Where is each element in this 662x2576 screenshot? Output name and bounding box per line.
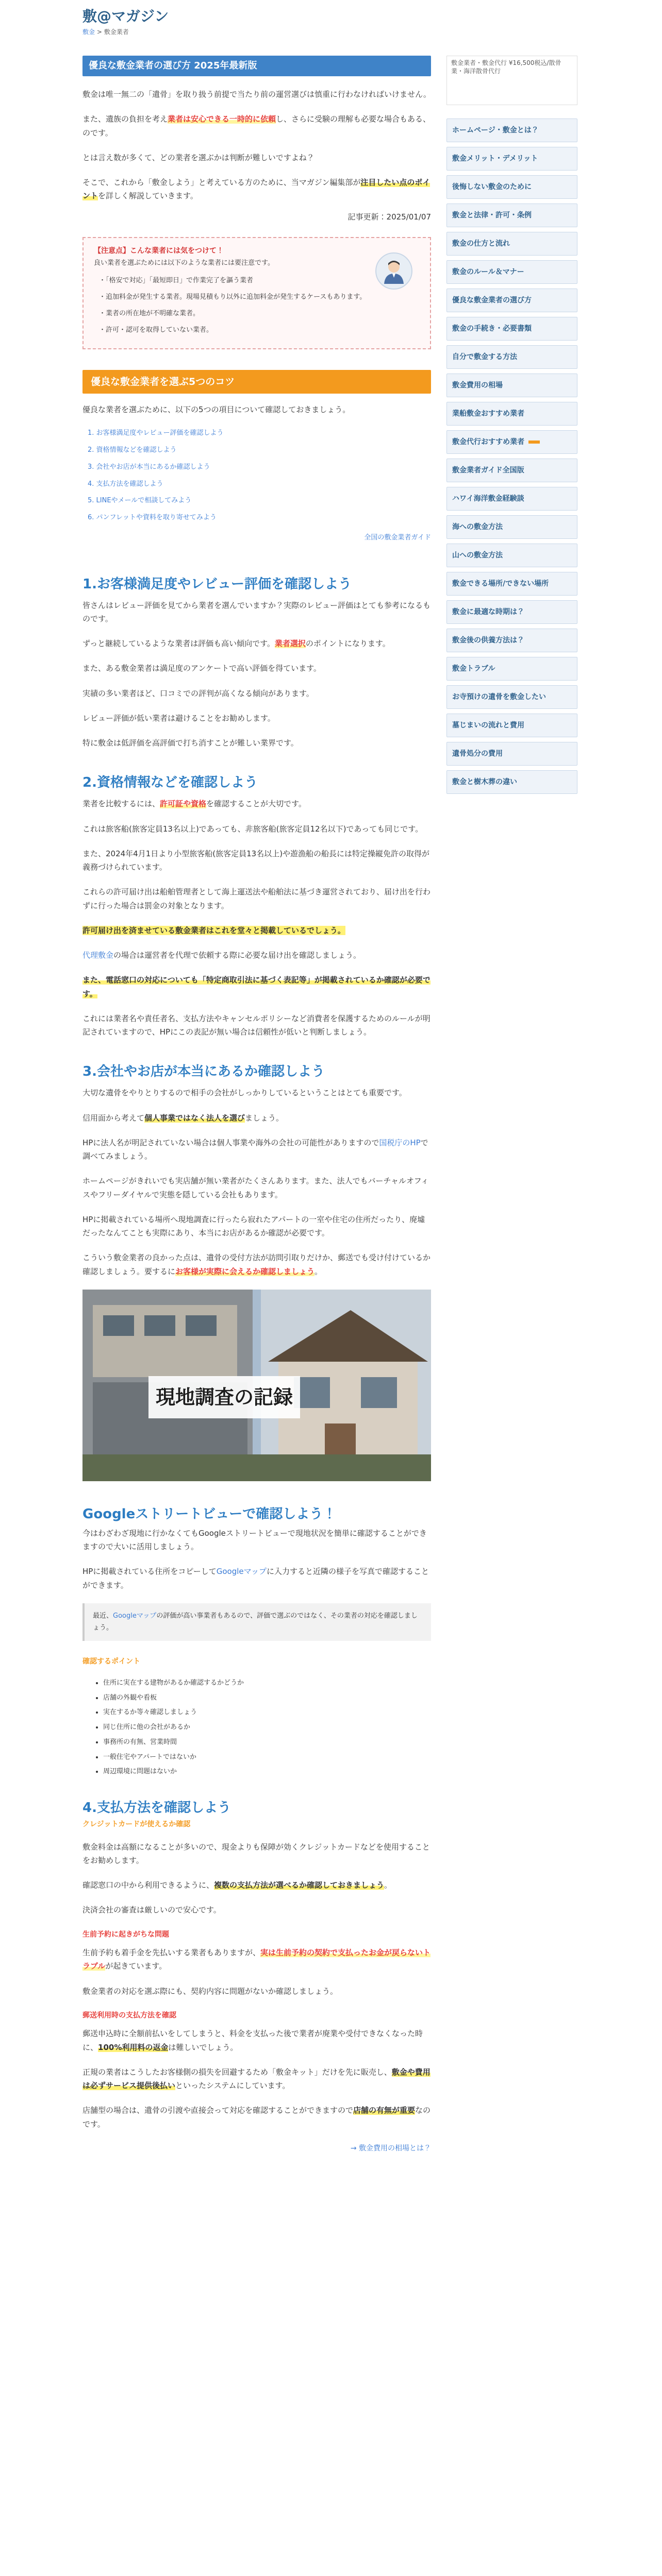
s1-paragraph: レビュー評価が低い業者は避けることをお勧めします。: [82, 713, 275, 723]
toc-item[interactable]: 1. お客様満足度やレビュー評価を確認しよう: [88, 429, 224, 437]
points-title: 確認するポイント: [82, 1657, 140, 1666]
streetview-heading: Googleストリートビューで確認しよう！: [82, 1506, 337, 1522]
sidebar-item[interactable]: ホームページ・敷金とは？: [446, 118, 577, 142]
toc-lead: 優良な業者を選ぶために、以下の5つの項目について確認しておきましょう。: [82, 405, 351, 415]
list-item: • 店舗の外観や看板: [103, 1692, 431, 1704]
s1-paragraph: 皆さんはレビュー評価を見てから業者を選んでいますか？実際のレビュー評価はとても参考になるものです。: [82, 600, 431, 623]
s2-inline-link[interactable]: 代理敷金: [82, 951, 114, 960]
sidebar-item[interactable]: 敷金の手続き・必要書類: [446, 317, 577, 341]
s3-paragraph: HPに掲載されている場所へ現地調査に行ったら寂れたアパートの一室や住宅の住所だったり、廃墟だったなんてことも実際にあり、本当にお店があるか確認が必要です。: [82, 1214, 425, 1238]
warning-item: ・業者の所在地が不明確な業者。: [99, 309, 200, 317]
s1-paragraph: 特に敷金は低評価を高評価で打ち消すことが難しい業界です。: [82, 738, 299, 748]
sidebar-item[interactable]: ハワイ海洋敷金経験談: [446, 487, 577, 511]
warning-item: ・許可・認可を取得していない業者。: [99, 326, 213, 334]
intro-paragraph-4: そこで、これから「敷金しよう」と考えている方のために、当マガジン編集部が注目したい点のポイントを詳しく解説していきます。: [82, 178, 431, 201]
advisor-avatar-icon: [375, 252, 412, 290]
sidebar-item[interactable]: 業船敷金おすすめ業者: [446, 402, 577, 426]
quote-box: 最近、Googleマップの評価が高い事業者もあるので、評価で選ぶのではなく、その業者の対応を確認しましょう。: [82, 1603, 431, 1641]
toc-more-link[interactable]: 全国の敷金業者ガイド: [364, 533, 431, 541]
sidebar-item[interactable]: 敷金の仕方と流れ: [446, 232, 577, 256]
photo-caption: 現地調査の記録: [148, 1376, 300, 1419]
sidebar-item[interactable]: 敷金メリット・デメリット: [446, 147, 577, 171]
s2-paragraph: これには業者名や責任者名、支払方法やキャンセルポリシーなど消費者を保護するためのルールが明記されていますので、HPにこの表記が無い場合は信頼性が低いと判断しましょう。: [82, 1013, 431, 1037]
s4-paragraph: 正規の業者はこうしたお客様側の損失を回避するため「敷金キット」だけを先に販売し、敷金や費用は必ずサービス提供後払いといったシステムにしています。: [82, 2067, 431, 2091]
sidebar-banner-image[interactable]: 敷金業者・敷金代行 ¥16,500税込/散骨業・海洋散骨代行: [446, 56, 577, 105]
s2-paragraph: 代理敷金の場合は運営者を代理で依頼する際に必要な届け出を確認しましょう。: [82, 951, 361, 960]
sidebar-item[interactable]: 敷金費用の相場: [446, 374, 577, 397]
sidebar-item[interactable]: 敷金のルール＆マナー: [446, 260, 577, 284]
s1-paragraph: ずっと継続しているような業者は評価も高い傾向です。業者選択のポイントになります。: [82, 639, 390, 649]
page-container: [82, 56, 577, 2576]
site-title[interactable]: 敷@マガジン: [82, 8, 169, 25]
s2-paragraph: これは旅客船(旅客定員13名以上)であっても、非旅客船(旅客定員12名以下)であっても同じです。: [82, 824, 423, 834]
site-header: [0, 0, 662, 37]
intro-paragraph-2: また、遺族の負担を考え業者は安心できる一時的に依頼し、さらに受験の理解も必要な場合もある、のです。: [82, 114, 431, 138]
updated-date: 記事更新：2025/01/07: [347, 212, 431, 222]
s4-red-heading-1: 生前予約に起きがちな問題: [82, 1930, 169, 1939]
warning-box: [82, 237, 431, 349]
main-article: [82, 56, 431, 2155]
sidebar-item[interactable]: 後悔しない敷金のために: [446, 175, 577, 199]
s4-paragraph: 確認窓口の中から利用できるように、複数の支払方法が選べるか確認しておきましょう。: [82, 1880, 392, 1890]
sidebar-item[interactable]: 山への敷金方法: [446, 544, 577, 567]
s4-subtitle: クレジットカードが使えるか確認: [82, 1820, 191, 1829]
s4-paragraph: 店舗型の場合は、遺骨の引渡や直接会って対応を確認することができますので店舗の有無が重要なのです。: [82, 2106, 431, 2129]
breadcrumb-home[interactable]: 敷金: [82, 28, 95, 36]
sidebar-item[interactable]: 敷金後の供養方法は？: [446, 629, 577, 652]
list-item: • 実在するか等々確認しましょう: [103, 1707, 431, 1719]
sidebar-item[interactable]: お寺預けの遺骨を敷金したい: [446, 685, 577, 709]
list-item: • 住所に実在する建物があるか確認するかどうか: [103, 1677, 431, 1689]
sidebar-item[interactable]: 墓じまいの流れと費用: [446, 714, 577, 737]
sidebar-item[interactable]: 敷金に最適な時期は？: [446, 600, 577, 624]
s1-paragraph: 実績の多い業者ほど、口コミでの評判が高くなる傾向があります。: [82, 688, 314, 698]
sidebar-item[interactable]: 優良な敷金業者の選び方: [446, 289, 577, 312]
s4-paragraph: 決済会社の審査は厳しいので安心です。: [82, 1905, 221, 1915]
sidebar-item[interactable]: 敷金と樹木葬の違い: [446, 770, 577, 794]
warning-item: ・「格安で対応」「最短即日」で作業完了を謳う業者: [99, 276, 254, 284]
s3-paragraph: ホームページがきれいでも実店舗が無い業者がたくさんあります。また、法人でもバーチャルオフィスやフリーダイヤルで実態を隠している会社もあります。: [82, 1176, 429, 1199]
s2-paragraph: 業者を比較するには、許可証や資格を確認することが大切です。: [82, 799, 306, 809]
table-of-contents: [88, 428, 431, 524]
sidebar-item[interactable]: 敷金トラブル: [446, 657, 577, 681]
arrow-icon: [528, 440, 540, 444]
s2-paragraph: 許可届け出を済ませている敷金業者はこれを堂々と掲載しているでしょう。: [82, 925, 345, 935]
sidebar-item[interactable]: 敷金できる場所/できない場所: [446, 572, 577, 596]
google-maps-link[interactable]: Googleマップ: [113, 1612, 157, 1620]
sidebar-item[interactable]: 自分で敷金する方法: [446, 345, 577, 369]
s4-paragraph: 郵送申込時に全額前払いをしてしまうと、料金を支払った後で業者が廃業や受付できなくなった時に、100%利用料の返金は難しいでしょう。: [82, 2029, 423, 2052]
s3-paragraph: こういう敷金業者の良かった点は、遺骨の受付方法が訪問引取りだけか、郵送でも受け付けているか確認しましょう。要するにお客様が実際に会えるか確認しましょう。: [82, 1253, 431, 1276]
breadcrumb-current: 敷金業者: [104, 28, 129, 36]
s3-paragraph: HPに法人名が明記されていない場合は個人事業や海外の会社の可能性がありますので国税庁のHPで調べてみましょう。: [82, 1138, 428, 1161]
toc-item[interactable]: 6. パンフレットや資料を取り寄せてみよう: [88, 514, 217, 522]
toc-title: 優良な敷金業者を選ぶ5つのコツ: [82, 370, 431, 394]
google-maps-link[interactable]: Googleマップ: [216, 1567, 267, 1577]
s4-paragraph: 敷金業者の対応を選ぶ際にも、契約内容に問題がないか確認しましょう。: [82, 1986, 338, 1996]
s3-paragraph: 信用面から考えて個人事業ではなく法人を選びましょう。: [82, 1113, 284, 1123]
sidebar-item[interactable]: 敷金業者ガイド全国版: [446, 459, 577, 482]
toc-item[interactable]: 2. 資格情報などを確認しよう: [88, 446, 177, 454]
toc-item[interactable]: 5. LINEやメールで相談してみよう: [88, 497, 192, 505]
sidebar: [446, 56, 577, 799]
warning-list: [94, 275, 420, 336]
warning-item: ・追加料金が発生する業者。現場見積もり以外に追加料金が発生するケースもあります。: [99, 293, 367, 301]
breadcrumb: 敷金 > 敷金業者: [82, 28, 129, 36]
list-item: • 一般住宅やアパートではないか: [103, 1752, 431, 1764]
s2-paragraph: また、2024年4月1日より小型旅客船(旅客定員13名以上)や遊漁船の船長には特定操縦免許の取得が義務づけられています。: [82, 849, 430, 872]
list-item: • 同じ住所に他の会社があるか: [103, 1722, 431, 1734]
section-3-heading: 3.会社やお店が本当にあるか確認しよう: [82, 1064, 325, 1080]
intro-paragraph-3: とは言え数が多くて、どの業者を選ぶかは判断が難しいですよね？: [82, 152, 315, 162]
points-list: [103, 1677, 431, 1778]
s2-paragraph: これらの許可届け出は船舶管理者として海上運送法や船舶法に基づき運営されており、届け出を行わずに行った場合は罰金の対象となります。: [82, 887, 431, 910]
s1-paragraph: また、ある敷金業者は満足度のアンケートで高い評価を得ています。: [82, 664, 321, 673]
sidebar-item[interactable]: 海への敷金方法: [446, 515, 577, 539]
nta-link[interactable]: 国税庁のHP: [379, 1138, 421, 1147]
s4-paragraph: 敷金料金は高額になることが多いので、現金よりも保障が効くクレジットカードなどを使用することをお勧めします。: [82, 1842, 430, 1865]
toc-item[interactable]: 3. 会社やお店が本当にあるか確認しよう: [88, 463, 210, 471]
sidebar-item-recommended[interactable]: 敷金代行おすすめ業者: [446, 430, 577, 454]
s3b-paragraph: 今はわざわざ現地に行かなくてもGoogleストリートビューで現地状況を簡単に確認することができますので大いに活用しましょう。: [82, 1528, 427, 1552]
s4-red-heading-2: 郵送利用時の支払方法を確認: [82, 2011, 176, 2020]
next-article-link[interactable]: → 敷金費用の相場とは？: [350, 2144, 431, 2153]
s4-paragraph: 生前予約も着手金を先払いする業者もありますが、実は生前予約の契約で支払ったお金が戻らないトラブルが起きています。: [82, 1948, 431, 1971]
section-2-heading: 2.資格情報などを確認しよう: [82, 775, 258, 791]
sidebar-item[interactable]: 敷金と法律・許可・条例: [446, 204, 577, 227]
s3b-paragraph: HPに掲載されている住所をコピーしてGoogleマップに入力すると近隣の様子を写真で確認することができます。: [82, 1567, 429, 1590]
site-survey-photo: [82, 1290, 431, 1481]
article-title: 優良な敷金業者の選び方 2025年最新版: [82, 56, 431, 76]
s3-paragraph: 大切な遺骨をやりとりするので相手の会社がしっかりしているということはとても重要です。: [82, 1088, 407, 1098]
warning-lead: 良い業者を選ぶためには以下のような業者には要注意です。: [94, 259, 274, 267]
intro-paragraph-1: 敷金は唯一無二の「遺骨」を取り扱う前提で当たり前の運営選びは慎重に行わなければいけません。: [82, 90, 431, 99]
s2-paragraph: また、電話窓口の対応についても「特定商取引法に基づく表記等」が掲載されているか確認が必要です。: [82, 975, 431, 998]
warning-title: 【注意点】こんな業者には気をつけて！: [94, 246, 224, 255]
section-1-heading: 1.お客様満足度やレビュー評価を確認しよう: [82, 576, 352, 592]
list-item: • 事務所の有無、営業時間: [103, 1737, 431, 1749]
sidebar-item[interactable]: 遺骨処分の費用: [446, 742, 577, 766]
section-4-heading: 4.支払方法を確認しよう: [82, 1800, 231, 1816]
list-item: • 周辺環境に問題はないか: [103, 1766, 431, 1778]
toc-item[interactable]: 4. 支払方法を確認しよう: [88, 480, 163, 488]
